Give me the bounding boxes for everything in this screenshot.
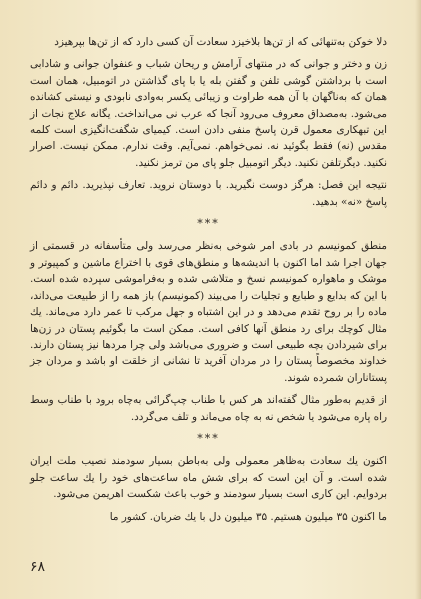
paragraph-population: ما اکنون ۳۵ میلیون هستیم. ۳۵ میلیون دل با یك ضربان. کشور ما [109, 510, 387, 523]
paragraph-poem: دلا خوکن به‌تنهائی که از تن‌ها بلاخیزد سعادت آن کسی دارد که از تن‌ها بپرهیزد [54, 36, 387, 48]
paragraph-communism: منطق کمونیسم در بادی امر شوخی به‌نظر می‌رسد ولی متأسفانه در قسمتی از جهان اجرا شد اما اکنون با اندیشه‌ها و منطق‌های قوی با اختراع ماشین و کمپیوتر و موشک و ماهواره کمونیسم نسخ و متلاشی شده و به‌فراموشی سپرده شده است. با این که بدایع و طبایع و تجلیات را می‌بیند (کمونیسم) باز همه را از طبیعت می‌داند، ماده را بر روح تقدم می‌دهد و در این اشتباه و جهل مرکب تا عمر دارد می‌ماند. یك مثال کوچك برای رد منطق آنها کافی است. ممکن است ما بگوئیم پستان در زن‌ها برای شیردادن بچه طبیعی است و ضروری می‌باشد ولی چرا مردها نیز پستان دارند. خداوند مخصوصاً پستان را در مردان آفرید تا نشانی از خلقت او باشد و مردان جز پستاناران شمرده شوند. [30, 240, 387, 384]
page-edge-shadow [415, 0, 421, 599]
paragraph-advice: زن و دختر و جوانی که در منتهای آرامش و ریحان شباب و عنفوان جوانی و شادابی است با برداشتن گوشی تلفن و گفتن بله یا با پای گذاشتن در اتومبیل، همان است همان که به‌ناگهان با آن همه طراوت و زیبائی یکسر به‌وادی نابودی و نیستی کشانده می‌شود. به‌مصداق معروف می‌رود آنجا که عرب نی می‌انداخت. یگانه علاج نجات از این تبهکاری معمول قرن پاسخ منفی دادن است. کیمیای شگفت‌انگیزی است کلمه مقدس (نه) فقط بگوئید نه. نمی‌خواهم. نمی‌آیم. وقت ندارم. ممکن نیست. اصرار نکنید. دیگرتلفن نکنید. دیگر اتومبیل جلو پای من ترمز نکنید. [30, 58, 387, 169]
section-separator: *** [197, 217, 220, 231]
paragraph-proverb: از قدیم به‌طور مثال گفته‌اند هر کس با طناب چپ‌گرائی به‌چاه برود با طناب وسط راه پاره می‌شود یا شخص نه به چاه می‌ماند و تلف می‌گردد. [30, 394, 387, 423]
paragraph-daylight-saving: اکنون یك سعادت به‌ظاهر معمولی ولی به‌باطن بسیار سودمند نصیب ملت ایران شده است. و آن این است که برای شش ماه ساعت‌های خود را یك ساعت جلو بردوایم. این کاری است بسیار سودمند و خوب باعث شکست اهریمن می‌شود. [30, 455, 387, 501]
paragraph-conclusion: نتیجه این فصل: هرگز دوست نگیرید. با دوستان نروید. تعارف نپذیرید. دائم و دائم پاسخ «نه» بدهید. [30, 179, 387, 208]
page-number: ۶۸ [30, 559, 46, 575]
text-column [30, 34, 387, 531]
section-separator-2: *** [197, 431, 220, 445]
